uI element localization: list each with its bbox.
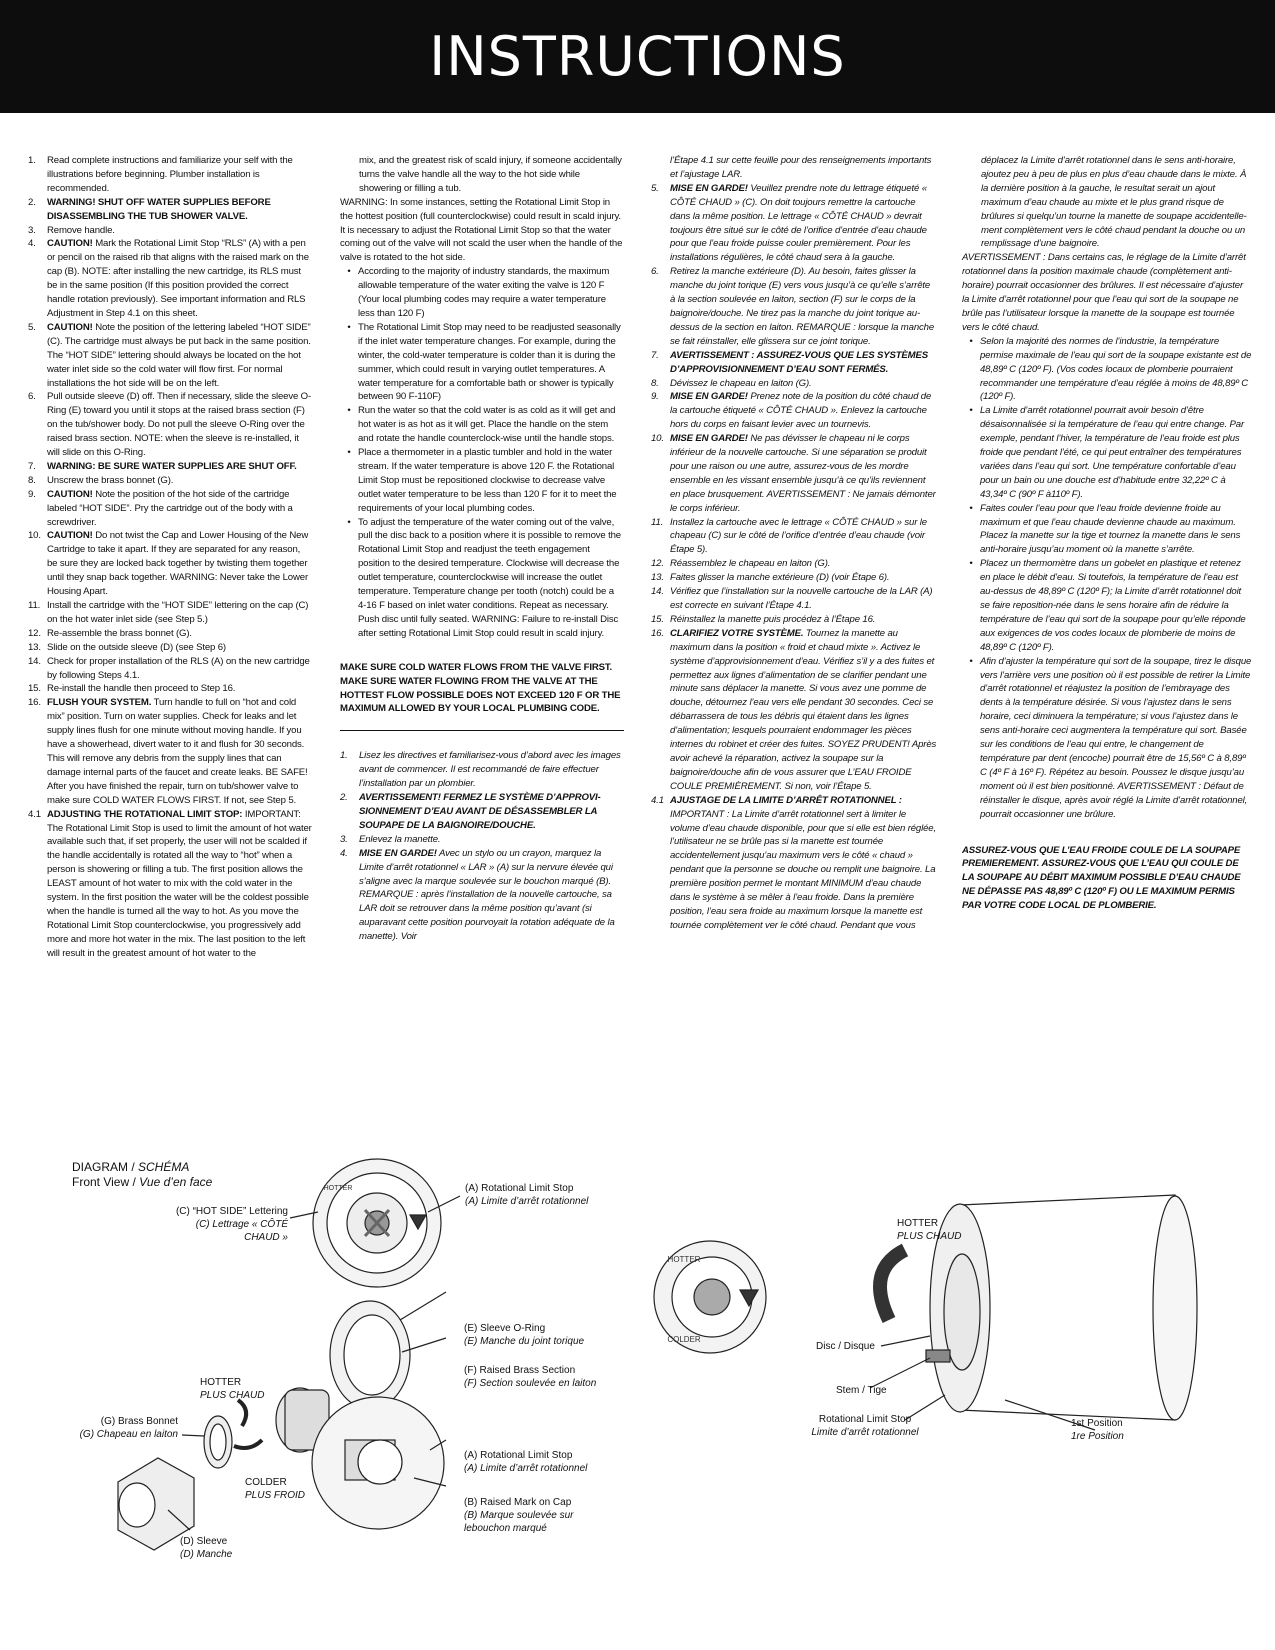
step-number: 6. <box>28 391 36 403</box>
step-body: Re-assemble the brass bonnet (G). <box>47 627 192 639</box>
step-text <box>47 696 312 807</box>
step-body: Tournez la manette au maximum dans la position « froid et chaud mixte ». Activez le système d’approvisionnement d’eau. Vérifiez s’il y a des fuites et permettez aux lignes d’alimentation de se clarifier pendant une minute sans déplacer la manette. Si vous avez une pomme de douche, détournez l’eau vers elle pendant 30 secondes. Ceci se débarrassera de tous les débris qui étaient dans les lignes d’alimentation; lesquels pourraient endommager les pièces internes du robinet et créer des fuites. SOYEZ PRUDENT! Après avoir achevé la réparation, activez la soupape sur la baignoire/douche afin de vous assurer que L’EAU FROIDE COULE PREMIÈREMENT. Si non, voir l’Étape 5. <box>670 627 937 792</box>
step-number: 14. <box>28 655 41 667</box>
bullet-item <box>340 321 624 404</box>
step-text <box>47 641 312 655</box>
step-number: 10. <box>28 530 41 542</box>
bullet-icon: • <box>347 266 351 278</box>
step-body: IMPORTANT: The Rotational Limit Stop is used to limit the amount of hot water available such that, if set properly, the user will not be scalded if the handle accidentally is rotated all the way to “hot” when a person is showering or filling a tub. The first position allows the LEAST amount of hot water to mix with the cold water in the system. In the first position the water will be the coldest possible when the handle is turned all the way to hot. As you move the Rotational Limit Stop counterclockwise, you progressively add more and more hot water in the mix. The last position to the left will result in the greatest amount of hot water to the <box>47 808 312 959</box>
bullet-icon: • <box>347 516 351 528</box>
step-text <box>47 237 312 320</box>
step-text <box>47 224 312 238</box>
step-number: 4.1 <box>28 808 41 820</box>
step-text <box>359 833 624 847</box>
step-text <box>47 196 312 224</box>
step-number: 15. <box>651 613 664 625</box>
step-item <box>651 794 937 933</box>
step-text <box>670 613 937 627</box>
step-continuation-fr2: déplacez la Limite d’arrêt rotationnel dans le sens anti-horaire, ajoutez peu à peu de plus en plus d’eau chaude dans le mixte. À la dernière position à la gauche, le resultat serait un ajout maximum d’eau chaude au mixte et le plus grand risque de brûlures si quelqu’un tourne la manette de soupape accidentelle-ment complètement vers le côté chaud pendant la douche ou un remplissage d’une baignoire. <box>981 155 1247 250</box>
label-disc: Disc / Disque <box>816 1341 875 1352</box>
step-body: Pull outside sleeve (D) off. Then if necessary, slide the sleeve O-Ring (E) toward you until it stops at the raised brass section (F) on the tub/shower body. Do not pull the sleeve O-Ring over the raised brass section. NOTE: when the sleeve is re-installed, it will slide on this O-Ring. <box>47 391 312 459</box>
step-text <box>359 791 624 833</box>
step-text <box>670 794 937 933</box>
step-number: 5. <box>28 321 36 333</box>
step-number: 7. <box>651 349 659 361</box>
english-adjustment-column <box>340 154 624 944</box>
step-item <box>28 390 312 460</box>
french-steps <box>651 182 937 933</box>
step-emphasis: FLUSH YOUR SYSTEM. <box>47 697 152 709</box>
step-number: 3. <box>340 833 348 845</box>
bullet-item <box>962 557 1252 654</box>
step-item <box>28 599 312 627</box>
step-text <box>47 154 312 196</box>
step-text <box>670 182 937 265</box>
step-body: Enlevez la manette. <box>359 833 441 845</box>
step-item <box>340 833 624 847</box>
label-hot-side-lettering: (C) “HOT SIDE” Lettering (C) Lettrage « CÔTÉ CHAUD » <box>175 1206 288 1243</box>
french-steps-column <box>651 154 937 933</box>
bullet-item <box>340 404 624 446</box>
step-body: Note the position of the lettering labeled “HOT SIDE” (C). The cartridge must always be put back in the same position. The “HOT SIDE” lettering should always be located on the hot water inlet side so the cold water will flow first. For normal installations the hot side will be on the left. <box>47 321 311 389</box>
diagram-title-fr: SCHÉMA <box>138 1160 190 1174</box>
step-item <box>651 265 937 348</box>
step-body: Veuillez prendre note du lettrage étiqueté « CÔTÉ CHAUD » (C). On doit toujours remettre la cartouche dans la même position. Le lettrage « CÔTÉ CHAUD » devrait toujours être situé sur le côté de l’orifice d’entrée d’eau chaude pour que l’eau froide puisse couler premièrement. Pour les installations régulières, le côté chaud sera à la gauche. <box>670 182 927 264</box>
step-number: 16. <box>28 697 41 709</box>
section-divider <box>340 730 624 731</box>
step-continuation: mix, and the greatest risk of scald injury, if someone accidentally turns the valve handle all the way to the hot side while showering or filling a tub. <box>359 155 622 194</box>
bullet-item <box>962 655 1252 822</box>
step-body: Lisez les directives et familiarisez-vous d’abord avec les images avant de commencer. Il est recommandé de faire effectuer l’installation par un plombier. <box>359 750 621 790</box>
label-raised-brass-section: (F) Raised Brass Section (F) Section soulevée en laiton <box>464 1365 597 1389</box>
bullet-item <box>340 446 624 516</box>
step-item <box>28 696 312 807</box>
step-body: Slide on the outside sleeve (D) (see Step 6) <box>47 641 226 653</box>
step-item <box>28 641 312 655</box>
step-item <box>651 516 937 558</box>
bullet-text: Run the water so that the cold water is as cold as it will get and hot water is as hot as it will get. Place the handle on the stem and rotate the handle counterclock-wise until the handle stops. <box>358 405 616 445</box>
step-body: Turn handle to full on “hot and cold mix” position. Turn on water supplies. Check for leaks and let supply lines flush for one minute without moving handle. If you have a showerhead, divert water to it and flush for 30 seconds. This will remove any debris from the supply lines that can damage internal parts of the faucet and create leaks. BE SAFE! After you have finished the repair, turn on tub/shower valve to make sure COLD WATER FLOWS FIRST. If not, see Step 5. <box>47 697 308 806</box>
step-text <box>47 627 312 641</box>
step-body: Mark the Rotational Limit Stop “RLS” (A) with a pen or pencil on the raised rib that aligns with the raised mark on the cap (B). NOTE: after installing the new cartridge, its RLS must be in the same position (If this position provided the correct handle rotation previously). See important information and RLS Adjustment in Step 4.1 on this sheet. <box>47 238 309 319</box>
step-emphasis: MISE EN GARDE! <box>670 391 748 403</box>
step-item <box>28 196 312 224</box>
step-item <box>651 349 937 377</box>
step-emphasis: WARNING: BE SURE WATER SUPPLIES ARE SHUT OFF. <box>47 460 297 472</box>
step-emphasis: MISE EN GARDE! <box>670 182 748 194</box>
step-number: 11. <box>651 516 664 528</box>
step-number: 6. <box>651 266 659 278</box>
label-brass-bonnet: (G) Brass Bonnet (G) Chapeau en laiton <box>79 1416 178 1440</box>
step-text <box>670 377 937 391</box>
label-colder: COLDER PLUS FROID <box>245 1477 306 1501</box>
final-warning-fr: ASSUREZ-VOUS QUE L’EAU FROIDE COULE DE LA SOUPAPE PREMIEREMENT. ASSUREZ-VOUS QUE L’EAU QUI COULE DE LA SOUPAPE AU DÉBIT MAXIMUM POSSIBLE D’EAU CHAUDE NE DÉPASSE PAS 48,89º C (120º F) OU LE MAXIMUM PERMIS PAR VOTRE CODE LOCAL DE PLOMBERIE. <box>962 844 1241 912</box>
step-body: Vérifiez que l’installation sur la nouvelle cartouche de la LAR (A) est correcte en suivant l’Étape 4.1. <box>670 586 933 611</box>
step-body: Ne pas dévisser le chapeau ni le corps inférieur de la nouvelle cartouche. Si une séparation se produit pour une raison ou une autre, assurez-vous de les mordre ensemble en les vissant ensemble jusqu’à ce qu’ils reviennent en place brusquement. AVERTISSEMENT : Ne jamais démonter le corps inférieur. <box>670 433 936 514</box>
step-item <box>28 655 312 683</box>
step-body: Faites glisser la manche extérieure (D) (voir Étape 6). <box>670 572 890 584</box>
step-number: 2. <box>340 792 348 804</box>
step-item <box>28 682 312 696</box>
step-text <box>670 557 937 571</box>
label-raised-mark-on-cap: (B) Raised Mark on Cap (B) Marque soulevée sur lebouchon marqué <box>464 1497 574 1534</box>
step-text <box>359 847 624 944</box>
step-emphasis: CAUTION! <box>47 238 93 250</box>
step-text <box>670 432 937 515</box>
step-body: Note the position of the hot side of the cartridge labeled “HOT SIDE”. Pry the cartridge out of the body with a screwdriver. <box>47 488 293 528</box>
header-banner <box>0 0 1275 113</box>
step-item <box>340 791 624 833</box>
step-text <box>47 474 312 488</box>
step-number: 13. <box>651 572 664 584</box>
step-body: Dévissez le chapeau en laiton (G). <box>670 377 812 389</box>
step-body: Retirez la manche extérieure (D). Au besoin, faites glisser la manche du joint torique (E) vers vous jusqu’à ce qu’elle s’arrête à la section soulevée en laiton, section (F) sur le corps de la baignoire/douche. Ne tirez pas la manche du joint torique au-dessus de la section en laiton. REMARQUE : lorsque la manche se fait réinstaller, elle glissera sur ce joint torique. <box>670 266 935 347</box>
step-text <box>670 585 937 613</box>
step-text <box>670 349 937 377</box>
step-item <box>28 529 312 599</box>
step-emphasis: CAUTION! <box>47 321 93 333</box>
step-number: 13. <box>28 641 41 653</box>
step-number: 11. <box>28 600 41 611</box>
step-number: 15. <box>28 683 41 695</box>
step-item <box>651 557 937 571</box>
step-item <box>28 488 312 530</box>
step-emphasis: CLARIFIEZ VOTRE SYSTÈME. <box>670 627 804 639</box>
label-rotational-limit-stop-2: (A) Rotational Limit Stop (A) Limite d’arrêt rotationnel <box>464 1450 588 1474</box>
step-number: 4. <box>28 238 36 250</box>
step-emphasis: AJUSTAGE DE LA LIMITE D’ARRÊT ROTATIONNEL : <box>670 794 902 806</box>
step-number: 8. <box>651 377 659 389</box>
label-rotational-limit-stop: (A) Rotational Limit Stop (A) Limite d’arrêt rotationnel <box>465 1183 589 1207</box>
step-body: Read complete instructions and familiarize your self with the illustrations before beginning. Plumber installation is recommended. <box>47 155 293 194</box>
label-hotter: HOTTER PLUS CHAUD <box>200 1377 265 1401</box>
diagram-subtitle-en: Front View / <box>72 1175 140 1189</box>
step-body: Unscrew the brass bonnet (G). <box>47 474 174 486</box>
english-bullets <box>340 265 624 640</box>
bullet-icon: • <box>347 405 351 417</box>
warning-paragraph: WARNING: In some instances, setting the Rotational Limit Stop in the hottest position (full counterclockwise) could result in scald injury. It is necessary to adjust the Rotational Limit Stop so that the water coming out of the valve will not scald the user when the handle of the valve is rotated to the hot side. <box>340 196 623 264</box>
bullet-icon: • <box>969 335 973 347</box>
step-number: 12. <box>651 558 664 570</box>
step-item <box>28 474 312 488</box>
step-body: Check for proper installation of the RLS (A) on the new cartridge by following Steps 4.1. <box>47 655 310 681</box>
step-body: Réinstallez la manette puis procédez à l’Étape 16. <box>670 613 876 625</box>
bullet-text: Place a thermometer in a plastic tumbler and hold in the water stream. If the water temperature is above 120 F. the Rotational Limit Stop must be repositioned clockwise to decrease valve outlet water temperature to be less than 120 F for it to meet the requirements of your local plumbing codes. <box>358 447 617 514</box>
step-text <box>670 265 937 348</box>
bullet-text: According to the majority of industry standards, the maximum allowable temperature of the water exiting the valve is 120 F (Your local plumbing codes may require a water temperature less than 120 F) <box>358 266 610 319</box>
cap-hotter-text: HOTTER <box>323 1185 353 1192</box>
step-text <box>47 460 312 474</box>
step-number: 10. <box>651 433 664 445</box>
step-text <box>47 390 312 460</box>
step-body: Do not twist the Cap and Lower Housing of the New Cartridge to take it apart. If they are separated for any reason, be sure they are locked back together by twisting them together until they snap back together. WARNING: Never take the Lower Housing Apart. <box>47 530 309 598</box>
step-emphasis: CAUTION! <box>47 530 93 542</box>
step-number: 8. <box>28 474 36 486</box>
bullet-item <box>962 502 1252 558</box>
step-text <box>47 808 312 961</box>
french-bullets <box>962 335 1252 822</box>
diagram-subtitle-fr: Vue d’en face <box>139 1175 213 1189</box>
bullet-item <box>962 404 1252 501</box>
step-text <box>47 529 312 599</box>
step-body: Prenez note de la position du côté chaud de la cartouche étiqueté « CÔTÉ CHAUD ». Enlevez la cartouche hors du corps en faisant levier avec un tournevis. <box>670 391 932 431</box>
step-emphasis: AVERTISSEMENT! FERMEZ LE SYSTÈME D’APPROVI-SIONNEMENT D’EAU AVANT DE DÉSASSEMBLER LA SOUPAPE DE LA BAIGNOIRE/DOUCHE. <box>359 792 601 831</box>
step-item <box>651 390 937 432</box>
bullet-item <box>962 335 1252 405</box>
step-emphasis: CAUTION! <box>47 488 93 500</box>
step-item <box>28 627 312 641</box>
step-item <box>651 377 937 391</box>
label-sleeve: (D) Sleeve (D) Manche <box>180 1536 233 1560</box>
step-number: 2. <box>28 196 36 208</box>
step-emphasis: ADJUSTING THE ROTATIONAL LIMIT STOP: <box>47 808 243 820</box>
step-number: 9. <box>651 391 659 403</box>
step-body: Avec un stylo ou un crayon, marquez la Limite d’arrêt rotationnel « LAR » (A) sur la nervure élevée qui s’aligne avec la marque soulevée sur le bouchon marqué (B). REMARQUE : après l’installation de la nouvelle cartouche, sa LAR doit se retrouver dans la même position qu’avant (si auparavant cette position pourvoyait la rotation adéquate de la manette). Voir <box>359 847 615 943</box>
step-item <box>651 613 937 627</box>
label-sleeve-o-ring: (E) Sleeve O-Ring (E) Manche du joint torique <box>464 1323 585 1347</box>
label-first-position: 1st Position 1re Position <box>1071 1418 1124 1442</box>
step-text <box>47 488 312 530</box>
bullet-text: La Limite d’arrêt rotationnel pourrait avoir besoin d’être désaisonnalisée si la température de l’eau qui entre change. Par exemple, pendant l’hiver, la température de l’eau froide est plus froide que pendant l’été, ce qui peut entraîner des températures variées dans l’eau qui sort. Une température confortable d’eau pour un bain ou une douche est d’habitude entre 32,22º C à 43,34º C (90º F à110º F). <box>980 405 1244 500</box>
french-steps-start <box>340 749 624 944</box>
step-item <box>28 321 312 391</box>
step-text <box>47 321 312 391</box>
bullet-text: Faites couler l’eau pour que l’eau froide devienne froide au maximum et que l’eau chaude devienne chaude au maximum. Placez la manette sur la tige et tournez la manette dans le sens anti-horaire jusqu’au moment où la manette s’arrête. <box>980 502 1241 556</box>
bullet-item <box>340 516 624 641</box>
front-view-cap <box>313 1159 441 1287</box>
step-text <box>670 627 937 794</box>
step-number: 12. <box>28 627 41 639</box>
bullet-text: Selon la majorité des normes de l’industrie, la température permise maximale de l’eau qui sort de la soupape existante est de 48,89º C (120º F). (Vos codes locaux de plomberie pourraient recommander une température d’eau réglée à moins de 48,89º C (120º F). <box>980 335 1252 403</box>
bullet-icon: • <box>347 321 351 333</box>
bullet-text: The Rotational Limit Stop may need to be readjusted seasonally if the inlet water temperature changes. For example, during the winter, the cold-water temperature is colder than it is during the summer, which could result in varying outlet temperatures. A water temperature for a comfortable bath or shower is typically between 90 F-110F) <box>358 321 621 403</box>
step-item <box>340 847 624 944</box>
label-hotter-right: HOTTER PLUS CHAUD <box>897 1218 962 1242</box>
bullet-text: Placez un thermomètre dans un gobelet en plastique et retenez en place le débit d’eau. Si toutefois, la température de l’eau est au-dessus de 48,89º C (120º F); la Limite d’arrêt rotationnel doit se faire reposition-née dans le sens horaire afin de réduire la température de l’eau qui sort de la soupape pour qu’elle réponde aux exigences de vos codes locaux de plomberie de moins de 48,89º C (120º F). <box>980 558 1246 653</box>
step-emphasis: MISE EN GARDE! <box>670 433 748 445</box>
step-number: 4. <box>340 847 348 859</box>
bullet-item <box>340 265 624 321</box>
step-emphasis: WARNING! SHUT OFF WATER SUPPLIES BEFORE DISASSEMBLING THE TUB SHOWER VALVE. <box>47 196 271 222</box>
step-item <box>651 182 937 265</box>
step-item <box>28 460 312 474</box>
step-item <box>651 571 937 585</box>
step-emphasis: AVERTISSEMENT : ASSUREZ-VOUS QUE LES SYSTÈMES D’APPROVISIONNEMENT D’EAU SONT FERMÉS. <box>670 349 929 375</box>
page-title: INSTRUCTIONS <box>429 25 846 88</box>
step-item <box>651 585 937 613</box>
step-item <box>28 224 312 238</box>
step-continuation-fr: l’Étape 4.1 sur cette feuille pour des renseignements importants et l’ajustage LAR. <box>670 155 932 180</box>
bullet-icon: • <box>969 502 973 514</box>
french-adjustment-column <box>962 154 1252 913</box>
bullet-icon: • <box>969 558 973 570</box>
step-text <box>47 682 312 696</box>
step-text <box>670 390 937 432</box>
diagram-title-en: DIAGRAM / <box>72 1160 139 1174</box>
step-text <box>47 599 312 627</box>
cap-hotter-text-2: HOTTER <box>667 1255 701 1264</box>
step-number: 7. <box>28 460 36 472</box>
label-rotational-limit-stop-right: Rotational Limit Stop Limite d’arrêt rotationnel <box>811 1414 919 1438</box>
step-number: 14. <box>651 586 664 598</box>
step-body: IMPORTANT : La Limite d’arrêt rotationnel sert à limiter le volume d’eau chaude disponible, pour que si elle est bien réglée, l’utilisateur ne se brûle pas si la manette est tournée accidentellement jusqu’au maximum vers le côté « chaud » pendant que la personne se douche ou remplit une baignoire. La première position permet le montant MINIMUM d’eau chaude dans le système à se mêler à l’eau froide. Dans la première position, l’eau sera froide au maximum lorsque la manette est tournée complètement ver le côté chaud. Pendant que vous <box>670 808 936 931</box>
step-item <box>651 627 937 794</box>
step-body: Réassemblez le chapeau en laiton (G). <box>670 558 831 570</box>
bullet-icon: • <box>969 655 973 667</box>
step-number: 3. <box>28 224 36 236</box>
step-item <box>340 749 624 791</box>
step-body: Install the cartridge with the “HOT SIDE” lettering on the cap (C) on the hot water inlet side (see Step 5.) <box>47 600 309 625</box>
step-number: 1. <box>340 750 348 762</box>
step-body: Re-install the handle then proceed to Step 16. <box>47 683 236 695</box>
step-text <box>670 516 937 558</box>
step-item <box>28 808 312 961</box>
step-number: 16. <box>651 627 664 639</box>
step-item <box>651 432 937 515</box>
cap-colder-text: COLDER <box>667 1335 701 1344</box>
bullet-text: Afin d’ajuster la température qui sort de la soupape, tirez le disque vers l’arrière vers une position où il est possible de retirer la Limite d’arrêt rotationnel et réajustez la position de l’embrayage des dents à la température désirée. Si vous l’ajustez dans le sens horaire, ceci diminuera la température; si vous l’ajustez dans le sens anti-horaire ceci augmentera la température qui sort. Basée sur les conditions de l’eau qui entre, le changement de température par dent (encoche) pourrait être de 15,56º C à 8,89º C (4º F à 16º F). Répétez au besoin. Poussez le disque jusqu’au moment où il est bien positionné. AVERTISSEMENT : Défaut de réinstaller le disque, après avoir réglé la Limite d’arrêt rotationnel, pourrait occasionner une brûlure. <box>980 655 1252 820</box>
english-steps-column <box>28 154 312 961</box>
step-number: 1. <box>28 155 36 166</box>
final-warning: MAKE SURE COLD WATER FLOWS FROM THE VALVE FIRST. MAKE SURE WATER FLOWING FROM THE VALVE AT THE HOTTEST FLOW POSSIBLE DOES NOT EXCEED 120 F OR THE MAXIMUM ALLOWED BY YOUR LOCAL PLUMBING CODE. <box>340 661 621 715</box>
step-emphasis: MISE EN GARDE! <box>359 847 437 859</box>
step-number: 9. <box>28 488 36 500</box>
label-stem: Stem / Tige <box>836 1385 887 1396</box>
step-number: 4.1 <box>651 794 664 806</box>
step-item <box>28 237 312 320</box>
step-body: Remove handle. <box>47 224 115 236</box>
bullet-icon: • <box>347 447 351 459</box>
step-number: 5. <box>651 182 659 194</box>
step-text <box>47 655 312 683</box>
step-item <box>28 154 312 196</box>
bullet-text: To adjust the temperature of the water coming out of the valve, pull the disc back to a position where it is possible to remove the Rotational Limit Stop and readjust the teeth engagement position to the desired temperature. Clockwise will decrease the outlet temperature, counterclockwise will increase the outlet temperature. Temperature change per tooth (notch) could be a 4-16 F based on inlet water conditions. Repeat as necessary. Push disc until fully seated. WARNING: Failure to re-install Disc after setting Rotational Limit Stop could result in scald injury. <box>358 516 621 639</box>
step-text <box>359 749 624 791</box>
step-body: Installez la cartouche avec le lettrage « CÔTÉ CHAUD » sur le chapeau (C) sur le côté de l’orifice d’entrée d’eau chaude (voir Étape 5). <box>670 516 927 556</box>
step-text <box>670 571 937 585</box>
bullet-icon: • <box>969 405 973 417</box>
warning-paragraph-fr: AVERTISSEMENT : Dans certains cas, le réglage de la Limite d’arrêt rotationnel dans la position maximale chaude (complètement anti-horaire) pourrait occasionner des brûlures. Il est nécessaire d’ajuster la Limite d’arrêt rotationnel pour que l’eau qui sort de la soupape ne brûle pas l’utilisateur lorsque la manette de la soupape est tournée vers le côté chaud. <box>962 252 1246 333</box>
